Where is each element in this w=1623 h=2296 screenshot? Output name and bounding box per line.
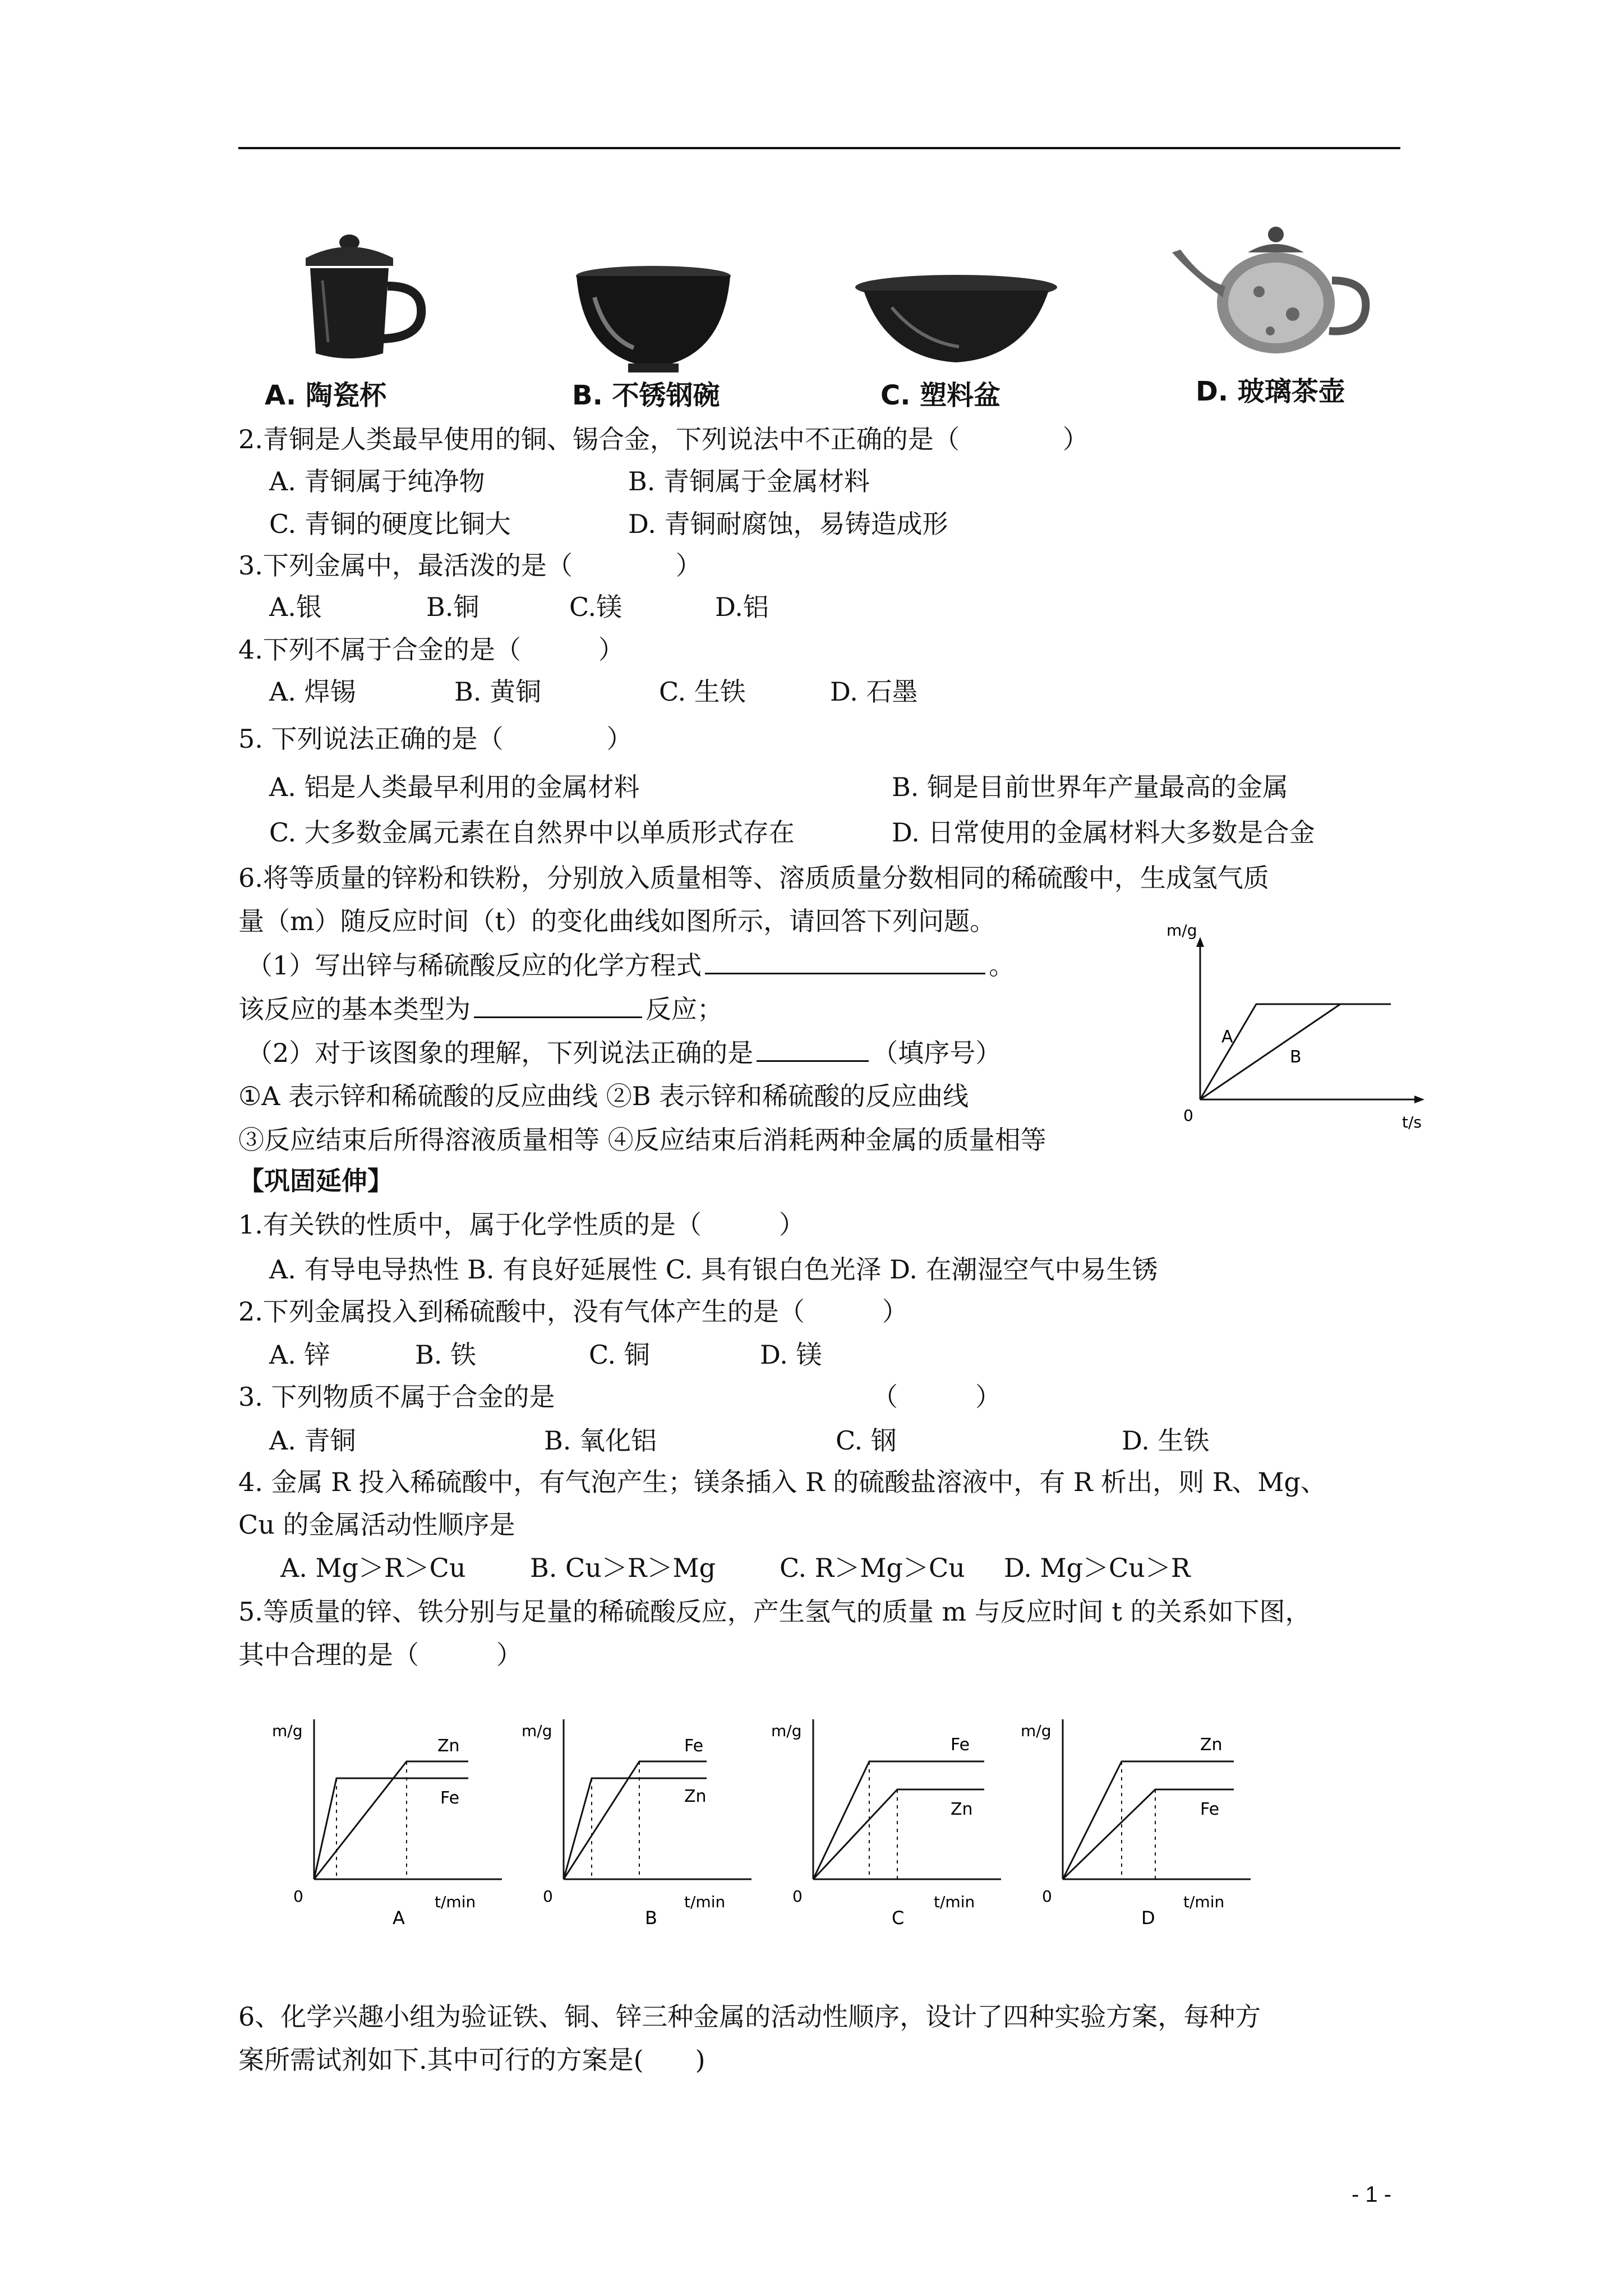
- e3-option-a: A. 青铜: [269, 1425, 356, 1456]
- e5-d-xlabel: t/min: [1183, 1893, 1225, 1911]
- e4-option-b: B. Cu＞R＞Mg: [530, 1553, 716, 1583]
- curve-b: [1200, 1004, 1340, 1099]
- q6-sub1-text: （1）写出锌与稀硫酸反应的化学方程式: [247, 950, 702, 981]
- e1-stem: 1.有关铁的性质中，属于化学性质的是（ ）: [238, 1209, 805, 1240]
- ceramic-cup-image: [283, 219, 429, 365]
- e5-a-upper: Zn: [437, 1736, 460, 1756]
- q5-option-a: A. 铝是人类最早利用的金属材料: [269, 772, 640, 802]
- e3-option-c: C. 钢: [836, 1425, 897, 1456]
- q4-option-d: D. 石墨: [830, 677, 918, 707]
- option-caption-c: C. 塑料盆: [880, 380, 1001, 411]
- e2-option-c: C. 铜: [589, 1340, 650, 1370]
- e5-a-caption: A: [393, 1907, 405, 1929]
- curve-b-label: B: [1290, 1047, 1302, 1067]
- steel-bowl-image: [572, 264, 735, 376]
- q6-sub1-end: 。: [989, 950, 1015, 981]
- e5-c-upper: Fe: [951, 1735, 970, 1755]
- q6-sub1: [247, 948, 1015, 982]
- e5-c-lower: Zn: [951, 1800, 973, 1819]
- q5-option-c: C. 大多数金属元素在自然界中以单质形式存在: [269, 817, 795, 848]
- e4-line1: 4. 金属 R 投入稀硫酸中，有气泡产生；镁条插入 R 的硫酸盐溶液中，有 R 析出，则 R、Mg、: [238, 1467, 1326, 1497]
- q4-option-a: A. 焊锡: [269, 677, 356, 707]
- q6-reaction-type: [238, 992, 723, 1026]
- reaction-type-blank[interactable]: [474, 992, 642, 1018]
- q4-stem: 4.下列不属于合金的是（ ）: [238, 634, 624, 665]
- q2-option-d: D. 青铜耐腐蚀，易铸造成形: [628, 509, 948, 539]
- e5-a-lower: Fe: [440, 1788, 460, 1808]
- e5-line2: 其中合理的是（ ）: [238, 1640, 522, 1670]
- q3-option-a: A.银: [269, 592, 322, 622]
- q2-stem: 2.青铜是人类最早使用的铜、锡合金，下列说法中不正确的是（ ）: [238, 424, 1089, 454]
- q2-option-a: A. 青铜属于纯净物: [269, 466, 485, 496]
- e5-graph-d: [1021, 1705, 1273, 1930]
- q6-y-axis-label: m/g: [1166, 921, 1197, 940]
- e3-option-b: B. 氧化铝: [544, 1425, 657, 1456]
- page-number: - 1 -: [1352, 2182, 1392, 2207]
- q4-option-b: B. 黄铜: [454, 677, 542, 707]
- e2-stem: 2.下列金属投入到稀硫酸中，没有气体产生的是（ ）: [238, 1296, 908, 1327]
- q5-option-d: D. 日常使用的金属材料大多数是合金: [892, 817, 1315, 848]
- q6-sub2: [247, 1036, 1001, 1070]
- e5-d-caption: D: [1141, 1907, 1155, 1929]
- e3-option-d: D. 生铁: [1122, 1425, 1210, 1456]
- q6-x-axis-label: t/s: [1402, 1113, 1422, 1131]
- e4-line2: Cu 的金属活动性顺序是: [238, 1510, 515, 1540]
- e6-line2: 案所需试剂如下.其中可行的方案是( ): [238, 2045, 706, 2075]
- q6-options-34: ③反应结束后所得溶液质量相等 ④反应结束后消耗两种金属的质量相等: [238, 1125, 1046, 1155]
- e5-b-ylabel: m/g: [522, 1722, 552, 1740]
- glass-teapot-image: [1169, 219, 1371, 365]
- e4-option-c: C. R＞Mg＞Cu: [780, 1553, 965, 1583]
- e5-b-lower: Zn: [684, 1787, 707, 1806]
- e5-b-xlabel: t/min: [684, 1893, 726, 1911]
- e4-option-a: A. Mg＞R＞Cu: [280, 1553, 466, 1583]
- q4-option-c: C. 生铁: [659, 677, 746, 707]
- e5-graph-c: [771, 1705, 1023, 1930]
- q3-option-d: D.铝: [715, 592, 769, 622]
- e5-b-upper: Fe: [684, 1736, 704, 1756]
- q6-hydrogen-graph: [1155, 920, 1436, 1133]
- e5-graph-b: [522, 1705, 774, 1930]
- e2-option-d: D. 镁: [760, 1340, 822, 1370]
- e6-line1: 6、化学兴趣小组为验证铁、铜、锌三种金属的活动性顺序，设计了四种实验方案，每种方: [238, 2001, 1261, 2032]
- e3-paren: （ ）: [872, 1382, 1001, 1412]
- e5-a-ylabel: m/g: [272, 1722, 303, 1740]
- q6-sub2-pre: （2）对于该图象的理解，下列说法正确的是: [247, 1038, 754, 1068]
- e5-a-xlabel: t/min: [435, 1893, 476, 1911]
- e5-c-ylabel: m/g: [771, 1722, 802, 1740]
- q5-option-b: B. 铜是目前世界年产量最高的金属: [892, 772, 1289, 802]
- e5-b-caption: B: [645, 1907, 657, 1929]
- q6-sub2-post: （填序号）: [872, 1038, 1002, 1068]
- e5-c-caption: C: [892, 1907, 905, 1929]
- q3-option-c: C.镁: [569, 592, 623, 622]
- e1-options: A. 有导电导热性 B. 有良好延展性 C. 具有银白色光泽 D. 在潮湿空气中易生锈: [269, 1254, 1158, 1285]
- q2-option-b: B. 青铜属于金属材料: [628, 466, 870, 496]
- e5-d-ylabel: m/g: [1021, 1722, 1052, 1740]
- q6-choice-blank[interactable]: [757, 1036, 869, 1062]
- curve-a-label: A: [1221, 1027, 1233, 1047]
- e5-line1: 5.等质量的锌、铁分别与足量的稀硫酸反应，产生氢气的质量 m 与反应时间 t 的关系如下图，: [238, 1596, 1311, 1627]
- q6-options-12: ①A 表示锌和稀硫酸的反应曲线 ②B 表示锌和稀硫酸的反应曲线: [238, 1081, 969, 1111]
- e3-stem: 3. 下列物质不属于合金的是: [238, 1382, 555, 1412]
- section-title: 【巩固延伸】: [238, 1166, 393, 1196]
- q6-line1: 6.将等质量的锌粉和铁粉，分别放入质量相等、溶质质量分数相同的稀硫酸中，生成氢气质: [238, 863, 1269, 893]
- option-caption-a: A. 陶瓷杯: [265, 380, 386, 411]
- e5-d-lower: Fe: [1200, 1800, 1220, 1819]
- e5-c-origin: 0: [792, 1887, 803, 1906]
- e2-option-a: A. 锌: [269, 1340, 330, 1370]
- e5-graph-a: [272, 1705, 524, 1930]
- e5-d-origin: 0: [1042, 1887, 1052, 1906]
- q6-type-pre: 该反应的基本类型为: [238, 994, 471, 1024]
- option-caption-d: D. 玻璃茶壶: [1196, 376, 1345, 407]
- e5-d-upper: Zn: [1200, 1735, 1223, 1755]
- header-rule: [238, 147, 1400, 149]
- equation-answer-blank[interactable]: [705, 948, 985, 974]
- e4-option-d: D. Mg＞Cu＞R: [1004, 1553, 1191, 1583]
- e5-c-xlabel: t/min: [934, 1893, 975, 1911]
- e5-a-origin: 0: [293, 1887, 303, 1906]
- q6-line2: 量（m）随反应时间（t）的变化曲线如图所示，请回答下列问题。: [238, 906, 996, 936]
- q6-origin-label: 0: [1183, 1106, 1193, 1125]
- q3-option-b: B.铜: [426, 592, 479, 622]
- q6-type-post: 反应；: [645, 994, 723, 1024]
- e5-b-origin: 0: [543, 1887, 553, 1906]
- option-caption-b: B. 不锈钢碗: [572, 380, 720, 411]
- plastic-basin-image: [852, 274, 1060, 369]
- q5-stem: 5. 下列说法正确的是（ ）: [238, 724, 633, 754]
- q2-option-c: C. 青铜的硬度比铜大: [269, 509, 511, 539]
- e2-option-b: B. 铁: [415, 1340, 477, 1370]
- q3-stem: 3.下列金属中，最活泼的是（ ）: [238, 550, 702, 581]
